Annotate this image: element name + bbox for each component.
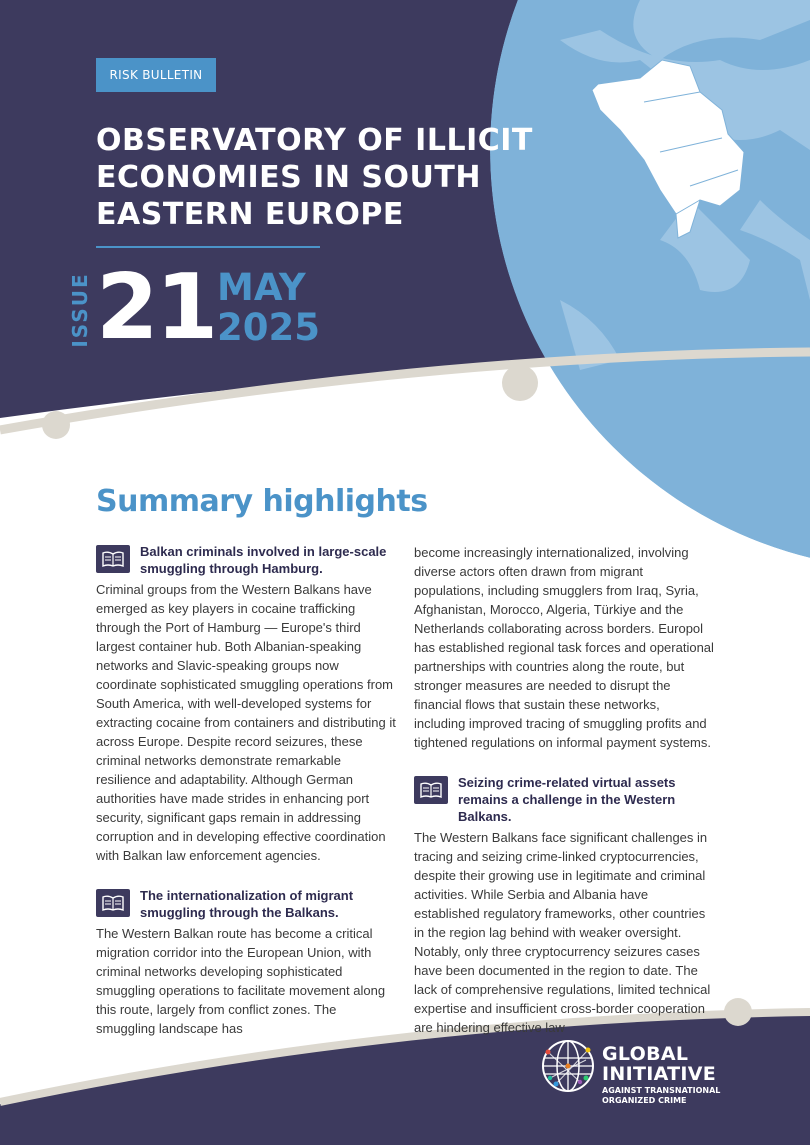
issue-date: [217, 268, 320, 348]
summary-column-left: [96, 543, 396, 1038]
logo-line-1: GLOBAL: [602, 1043, 689, 1065]
summary-item: [96, 543, 396, 865]
wave-dot: [502, 365, 538, 401]
summary-heading: Summary highlights: [96, 484, 428, 519]
globe-network-icon: [540, 1038, 596, 1094]
summary-item: [96, 887, 396, 1038]
summary-item: [414, 774, 714, 1037]
logo-line-3: AGAINST TRANSNATIONAL: [602, 1086, 721, 1095]
issue-label: ISSUE: [68, 272, 92, 348]
logo-line-4: ORGANIZED CRIME: [602, 1096, 687, 1105]
book-icon: [414, 776, 448, 804]
logo-line-2: INITIATIVE: [602, 1063, 717, 1085]
summary-item-body: Criminal groups from the Western Balkans have emerged as key players in cocaine trafficking through the Port of Hamburg — Europe's third largest container hub. Both Albanian-speaking networks and Slavic-speaking groups now coordinate sophisticated smuggling operations from South America, with well-developed systems for extracting cocaine from containers and distributing it across Europe. Despite record seizures, these criminal networks demonstrate remarkable resilience and adaptability. Although German authorities have made strides in enhancing port security, significant gaps remain in addressing corruption and in developing effective coordination with Balkan law enforcement agencies.: [96, 582, 396, 863]
page-title: OBSERVATORY OF ILLICIT ECONOMIES IN SOUTH EASTERN EUROPE: [96, 123, 533, 232]
issue-month: MAY: [217, 266, 306, 309]
book-icon: [96, 545, 130, 573]
summary-column-right: [414, 543, 714, 1037]
summary-item-body: The Western Balkan route has become a critical migration corridor into the European Union, with criminal networks developing sophisticated smuggling operations to facilitate movement along this route, largely from conflict zones. The smuggling landscape has: [96, 926, 386, 1036]
summary-item-body-continued: become increasingly internationalized, involving diverse actors often drawn from migrant populations, including smugglers from Iraq, Syria, Afghanistan, Morocco, Algeria, Türkiye and the Netherlands collaborating across borders. Europol has established regional task forces and operational partnerships with countries along the route, but stronger measures are needed to disrupt the financial flows that sustain these networks, including improved tracing of smuggling profits and tightened regulations on informal payment systems.: [414, 545, 714, 750]
global-initiative-logo: [540, 1038, 740, 1105]
summary-item-title: The internationalization of migrant smuggling through the Balkans.: [140, 888, 354, 920]
summary-item-title: Seizing crime-related virtual assets remains a challenge in the Western Balkans.: [458, 775, 676, 824]
wave-dot: [724, 998, 752, 1026]
risk-bulletin-badge: RISK BULLETIN: [96, 58, 216, 92]
summary-item-body: The Western Balkans face significant challenges in tracing and seizing crime-linked cryptocurrencies, despite their growing use in legitimate and criminal activities. While Serbia and Albania have established regulatory frameworks, other countries in the region lag behind with weaker oversight. Notably, only three cryptocurrency seizures cases have been documented in the region to date. The lack of comprehensive regulations, limited technical expertise and insufficient cross-border cooperation are hindering effective law: [414, 830, 711, 1035]
issue-year: 2025: [217, 306, 320, 349]
globe-map: [490, 0, 810, 570]
title-divider: [96, 246, 320, 248]
book-icon: [96, 889, 130, 917]
summary-item-title: Balkan criminals involved in large-scale smuggling through Hamburg.: [140, 544, 387, 576]
issue-number: 21: [96, 255, 216, 360]
wave-dot: [42, 411, 70, 439]
